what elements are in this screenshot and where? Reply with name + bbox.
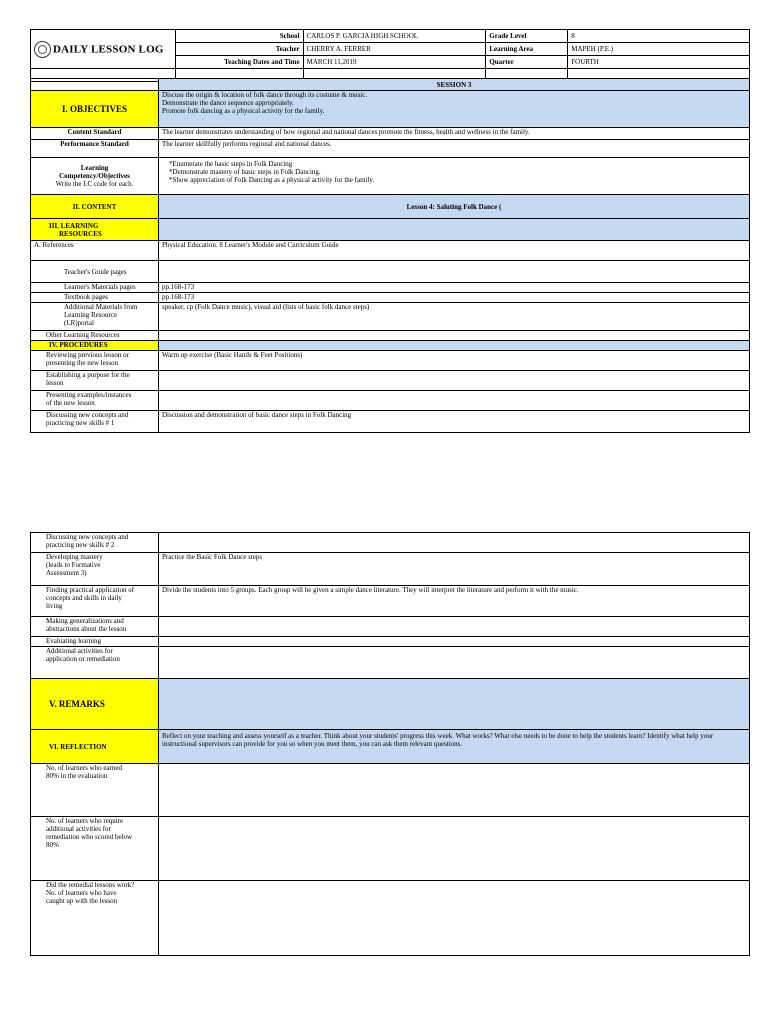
establishing-label-line: Establishing a purpose for the xyxy=(46,371,130,379)
additional-materials-label xyxy=(31,303,159,331)
resources-heading-line: RESOURCES xyxy=(59,229,102,238)
textbook-pages-value: pp.168-173 xyxy=(159,293,750,303)
making-label-line: abstractions about the lesson xyxy=(46,625,127,633)
reflection-text: Reflect on your teaching and assess yourself as a teacher. Think about your students' progress this week. What works? What else needs to be done to help the students learn? Identify what help your instructional supervisors can provide for you so when you meet them, you can ask them relevant questions. xyxy=(159,730,750,764)
discussing2-label-line: Discussing new concepts and xyxy=(46,533,129,541)
additional-materials-line: (LR)portal xyxy=(64,319,94,327)
teaching-dates-label: Teaching Dates and Time xyxy=(175,56,303,69)
deped-seal-icon xyxy=(34,41,51,58)
content-heading: II. CONTENT xyxy=(31,195,159,219)
performance-standard-label: Performance Standard xyxy=(31,140,159,158)
developing-text: Practice the Basic Folk Dance steps xyxy=(159,553,750,586)
competency-label xyxy=(31,158,159,195)
additional-materials-line: Learning Resource xyxy=(64,311,118,319)
finding-label-line: concepts and skills in daily xyxy=(46,594,122,602)
q1-answer xyxy=(159,764,750,817)
teachers-guide-label: Teacher's Guide pages xyxy=(31,261,159,283)
additional-activities-line: Additional activities for xyxy=(46,647,113,655)
evaluating-label: Evaluating learning xyxy=(31,637,159,647)
finding-label-line: Finding practical application of xyxy=(46,586,135,594)
learners-materials-label: Learner's Materials pages xyxy=(31,283,159,293)
developing-label-line: Assessment 3) xyxy=(46,569,87,577)
school-value: CARLOS P. GARCIA HIGH SCHOOL xyxy=(303,30,486,43)
competency-label-line: Write the LC code for each. xyxy=(55,180,134,188)
quarter-label: Quarter xyxy=(486,56,568,69)
textbook-pages-label: Textbook pages xyxy=(31,293,159,303)
presenting-label-line: Presenting examples/instances xyxy=(46,391,132,399)
learning-resources-heading xyxy=(31,219,159,241)
q1-label-line: No. of learners who earned xyxy=(46,764,122,772)
additional-materials-line: Additional Materials from xyxy=(64,303,138,311)
lesson-log-table-part1 xyxy=(30,78,750,433)
discussing2-label xyxy=(31,533,159,553)
references-label: A. References xyxy=(31,241,159,261)
presenting-label-line: of the new lesson xyxy=(46,399,95,407)
additional-activities-text xyxy=(159,647,750,679)
objective-line: Promote folk dancing as a physical activity for the family. xyxy=(162,107,325,115)
q2-label-line: 80% xyxy=(46,841,59,849)
grade-level-label: Grade Level xyxy=(486,30,568,43)
q3-label xyxy=(31,881,159,956)
teaching-dates-value: MARCH 11,2019 xyxy=(303,56,486,69)
quarter-value: FOURTH xyxy=(568,56,750,69)
additional-materials-text: speaker, cp (Folk Dance music), visual aid (lists of basic folk dance steps) xyxy=(159,303,750,331)
reviewing-label-line: presenting the new lesson xyxy=(46,359,119,367)
content-standard-label: Content Standard xyxy=(31,128,159,140)
header-table xyxy=(30,29,750,82)
teacher-value: CHERRY A. FERRER xyxy=(303,43,486,56)
q3-label-line: Did the remedial lessons work? xyxy=(46,881,135,889)
finding-text: Divide the students into 5 groups. Each group will be given a simple dance literature. They will interpret the literature and perform it with the music. xyxy=(159,586,750,617)
q2-label-line: remediation who scored below xyxy=(46,833,133,841)
header-logo-cell xyxy=(31,30,176,69)
presenting-label xyxy=(31,391,159,411)
q2-label-line: No. of learners who require xyxy=(46,817,124,825)
remarks-text xyxy=(159,679,750,730)
discussing1-text: Discussion and demonstration of basic dance steps in Folk Dancing xyxy=(159,411,750,433)
q3-label-line: caught up with the lesson xyxy=(46,897,118,905)
session-blank-cell xyxy=(31,79,159,91)
page-title: DAILY LESSON LOG xyxy=(53,43,164,55)
q1-label-line: 80% in the evaluation xyxy=(46,772,108,780)
grade-level-value: 8 xyxy=(568,30,750,43)
discussing2-text xyxy=(159,533,750,553)
learning-area-label: Learning Area xyxy=(486,43,568,56)
competency-label-line: Learning xyxy=(80,164,109,172)
q1-label xyxy=(31,764,159,817)
q2-answer xyxy=(159,817,750,881)
content-standard-text: The learner demonstrates understanding of how regional and national dances promote the fitness, health and wellness in the family. xyxy=(159,128,750,140)
making-label xyxy=(31,617,159,637)
evaluating-text xyxy=(159,637,750,647)
q2-label xyxy=(31,817,159,881)
content-lesson-title: Lesson 4: Saluting Folk Dance ( xyxy=(159,195,750,219)
resources-heading-line: III. LEARNING xyxy=(49,221,99,230)
q3-label-line: No. of learners who have xyxy=(46,889,117,897)
additional-activities-line: application or remediation xyxy=(46,655,120,663)
objectives-text xyxy=(159,91,750,128)
reviewing-label xyxy=(31,351,159,371)
additional-activities-label xyxy=(31,647,159,679)
establishing-label-line: lesson xyxy=(46,379,64,387)
discussing1-label-line: practicing new skills # 1 xyxy=(46,419,115,427)
establishing-text xyxy=(159,371,750,391)
presenting-text xyxy=(159,391,750,411)
competency-text xyxy=(159,158,750,195)
developing-label-line: (leads to Formative xyxy=(46,561,101,569)
procedures-blank xyxy=(159,341,750,351)
competency-label-line: Competency/Objectives xyxy=(59,172,130,180)
q2-label-line: additional activities for xyxy=(46,825,111,833)
other-resources-value xyxy=(159,331,750,341)
learning-resources-blank xyxy=(159,219,750,241)
discussing2-label-line: practicing new skills # 2 xyxy=(46,541,115,549)
finding-label xyxy=(31,586,159,617)
objective-line: Discuss the origin & location of folk dance through its costume & music. xyxy=(162,91,368,99)
q3-answer xyxy=(159,881,750,956)
developing-label-line: Developing mastery xyxy=(46,553,103,561)
making-text xyxy=(159,617,750,637)
developing-label xyxy=(31,553,159,586)
competency-line: *Enumerate the basic steps in Folk Dancing xyxy=(169,160,293,168)
session-header: SESSION 3 xyxy=(159,79,750,91)
performance-standard-text: The learner skillfully performs regional and national dances. xyxy=(159,140,750,158)
procedures-heading: IV. PROCEDURES xyxy=(31,341,159,351)
competency-line: *Demonstrate mastery of basic steps in Folk Dancing. xyxy=(169,168,321,176)
learning-area-value: MAPEH (P.E.) xyxy=(568,43,750,56)
establishing-label xyxy=(31,371,159,391)
making-label-line: Making generalizations and xyxy=(46,617,124,625)
references-text: Physical Education. 8 Learner's Module and Curriculum Guide xyxy=(159,241,750,261)
teacher-label: Teacher xyxy=(175,43,303,56)
reviewing-text: Warm up exercise (Basic Hands & Feet Positions) xyxy=(159,351,750,371)
other-resources-label: Other Learning Resources xyxy=(31,331,159,341)
remarks-heading: V. REMARKS xyxy=(31,679,159,730)
finding-label-line: living xyxy=(46,602,63,610)
discussing1-label xyxy=(31,411,159,433)
school-label: School xyxy=(175,30,303,43)
reviewing-label-line: Reviewing previous lesson or xyxy=(46,351,130,359)
teachers-guide-value xyxy=(159,261,750,283)
competency-line: *Show appreciation of Folk Dancing as a physical activity for the family. xyxy=(169,176,375,184)
lesson-log-table-part2 xyxy=(30,532,750,956)
discussing1-label-line: Discussing new concepts and xyxy=(46,411,129,419)
learners-materials-value: pp.168-173 xyxy=(159,283,750,293)
objective-line: Demonstrate the dance sequence appropriately. xyxy=(162,99,294,107)
objectives-heading: I. OBJECTIVES xyxy=(31,91,159,128)
reflection-heading: VI. REFLECTION xyxy=(31,730,159,764)
